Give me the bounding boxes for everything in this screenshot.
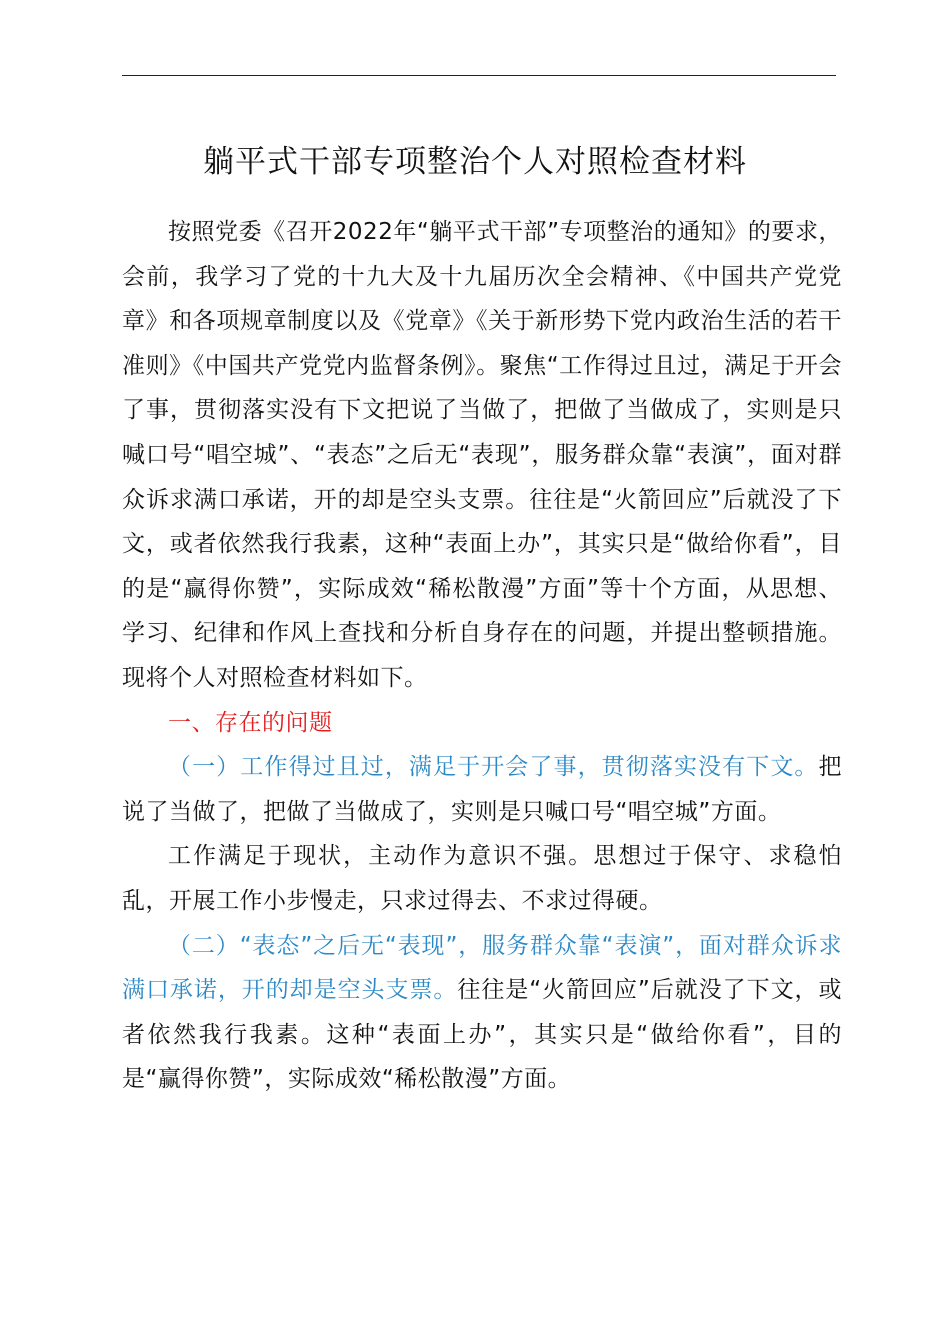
item-2-heading: （二）“表态”之后无“表现”，服务群众靠“表演”，面对群众诉求满口承诺，开的却是空头支票。 <box>122 932 842 1004</box>
header-rule <box>122 75 836 76</box>
item-1-text: 把说了当做了，把做了当做成了，实则是只喊口号“唱空城”方面。 <box>122 754 842 825</box>
document-title: 躺平式干部专项整治个人对照检查材料 <box>203 144 747 180</box>
document-body <box>122 210 842 1102</box>
item-1-paragraph <box>122 745 842 834</box>
intro-paragraph: 按照党委《召开2022年“躺平式干部”专项整治的通知》的要求，会前，我学习了党的十九大及十九届历次全会精神、《中国共产党党章》和各项规章制度以及《党章》《关于新形势下党内政治生活的若干准则》《中国共产党党内监督条例》。聚焦“工作得过且过，满足于开会了事，贯彻落实没有下文把说了当做了，把做了当做成了，实则是只喊口号“唱空城”、“表态”之后无“表现”，服务群众靠“表演”，面对群众诉求满口承诺，开的却是空头支票。往往是“火箭回应”后就没了下文，或者依然我行我素，这种“表面上办”，其实只是“做给你看”，目的是“赢得你赞”，实际成效“稀松散漫”方面”等十个方面，从思想、学习、纪律和作风上查找和分析自身存在的问题，并提出整顿措施。现将个人对照检查材料如下。 <box>122 219 842 691</box>
item-2-text: 往往是“火箭回应”后就没了下文，或者依然我行我素。这种“表面上办”，其实只是“做给你看”，目的是“赢得你赞”，实际成效“稀松散漫”方面。 <box>122 977 842 1093</box>
item-1-detail-paragraph: 工作满足于现状，主动作为意识不强。思想过于保守、求稳怕乱，开展工作小步慢走，只求过得去、不求过得硬。 <box>122 843 842 914</box>
section-heading-problems: 一、存在的问题 <box>168 709 333 736</box>
item-2-paragraph <box>122 924 842 1102</box>
item-1-heading: （一）工作得过且过，满足于开会了事，贯彻落实没有下文。 <box>168 754 819 781</box>
